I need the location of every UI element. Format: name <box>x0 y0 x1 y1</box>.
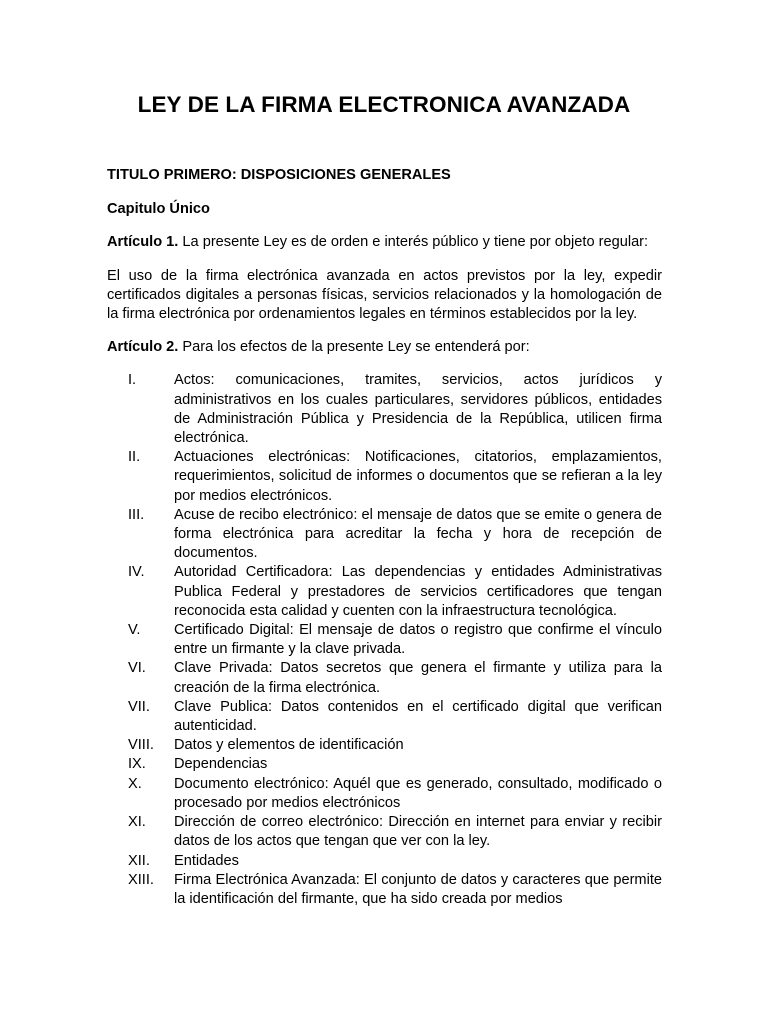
document-title: LEY DE LA FIRMA ELECTRONICA AVANZADA <box>137 92 631 117</box>
articulo-1 <box>107 233 662 252</box>
list-item <box>107 506 662 564</box>
list-text: Datos y elementos de identificación <box>174 737 404 754</box>
list-text: Autoridad Certificadora: Las dependencias y entidades Administrativas Publica Federal y prestadores de servicios certificadores que tengan reconocida esta calidad y cuenten con la infraestructura tecnológica. <box>174 564 662 619</box>
list-text: Documento electrónico: Aquél que es generado, consultado, modificado o procesado por medios electrónicos <box>174 775 662 811</box>
articulo-2 <box>107 338 662 357</box>
list-text: Actos: comunicaciones, tramites, servicios, actos jurídicos y administrativos en los cuales particulares, servidores públicos, entidades de Administración Pública y Presidencia de la República, utilicen firma electrónica. <box>174 372 662 447</box>
articulo-2-label: Artículo 2. <box>107 339 179 356</box>
list-number: XIII. <box>128 871 154 888</box>
list-text: Dirección de correo electrónico: Dirección en internet para enviar y recibir datos de los actos que tengan que ver con la ley. <box>174 814 662 850</box>
list-item <box>107 813 662 851</box>
list-item <box>107 371 662 448</box>
list-item <box>107 698 662 736</box>
list-number: V. <box>128 622 141 639</box>
list-number: III. <box>128 506 145 523</box>
list-item <box>107 736 662 755</box>
paragraph-uso: El uso de la firma electrónica avanzada en actos previstos por la ley, expedir certificados digitales a personas físicas, servicios relacionados y la homologación de la firma electrónica por ordenamientos legales en términos establecidos por la ley. <box>107 267 662 323</box>
list-text: Acuse de recibo electrónico: el mensaje de datos que se emite o genera de forma electrónica para acreditar la fecha y hora de recepción de documentos. <box>174 506 662 562</box>
capitulo-heading: Capitulo Único <box>107 201 210 218</box>
articulo-2-text: Para los efectos de la presente Ley se entenderá por: <box>178 339 530 356</box>
document-body <box>107 166 662 909</box>
articulo-1-label: Artículo 1. <box>107 234 179 251</box>
list-number: IV. <box>128 564 145 581</box>
titulo-heading: TITULO PRIMERO: DISPOSICIONES GENERALES <box>107 167 451 183</box>
list-number: X. <box>128 775 142 792</box>
list-item <box>107 448 662 506</box>
list-number: XII. <box>128 852 150 869</box>
definitions-list <box>107 371 662 909</box>
list-number: XI. <box>128 814 146 831</box>
list-number: VII. <box>128 698 150 715</box>
list-text: Dependencias <box>174 756 268 773</box>
list-item <box>107 621 662 659</box>
list-number: II. <box>128 449 141 466</box>
list-number: IX. <box>128 756 146 773</box>
list-text: Clave Publica: Datos contenidos en el certificado digital que verifican autenticidad. <box>174 698 662 735</box>
list-item <box>107 775 662 813</box>
list-text: Entidades <box>174 852 239 869</box>
list-text: Firma Electrónica Avanzada: El conjunto de datos y caracteres que permite la identificación del firmante, que ha sido creada por medios <box>174 871 662 907</box>
list-number: I. <box>128 372 137 389</box>
list-item <box>107 852 662 871</box>
list-number: VIII. <box>128 737 154 754</box>
list-item <box>107 755 662 774</box>
list-text: Actuaciones electrónicas: Notificaciones, citatorios, emplazamientos, requerimientos, solicitud de informes o documentos que se refieran a la ley por medios electrónicos. <box>174 449 662 504</box>
list-text: Clave Privada: Datos secretos que genera el firmante y utiliza para la creación de la firma electrónica. <box>174 660 662 696</box>
list-item <box>107 871 662 909</box>
list-item <box>107 659 662 697</box>
articulo-1-text: La presente Ley es de orden e interés público y tiene por objeto regular: <box>178 234 649 251</box>
list-text: Certificado Digital: El mensaje de datos o registro que confirme el vínculo entre un firmante y la clave privada. <box>174 622 662 658</box>
list-item <box>107 563 662 621</box>
list-number: VI. <box>128 660 146 677</box>
